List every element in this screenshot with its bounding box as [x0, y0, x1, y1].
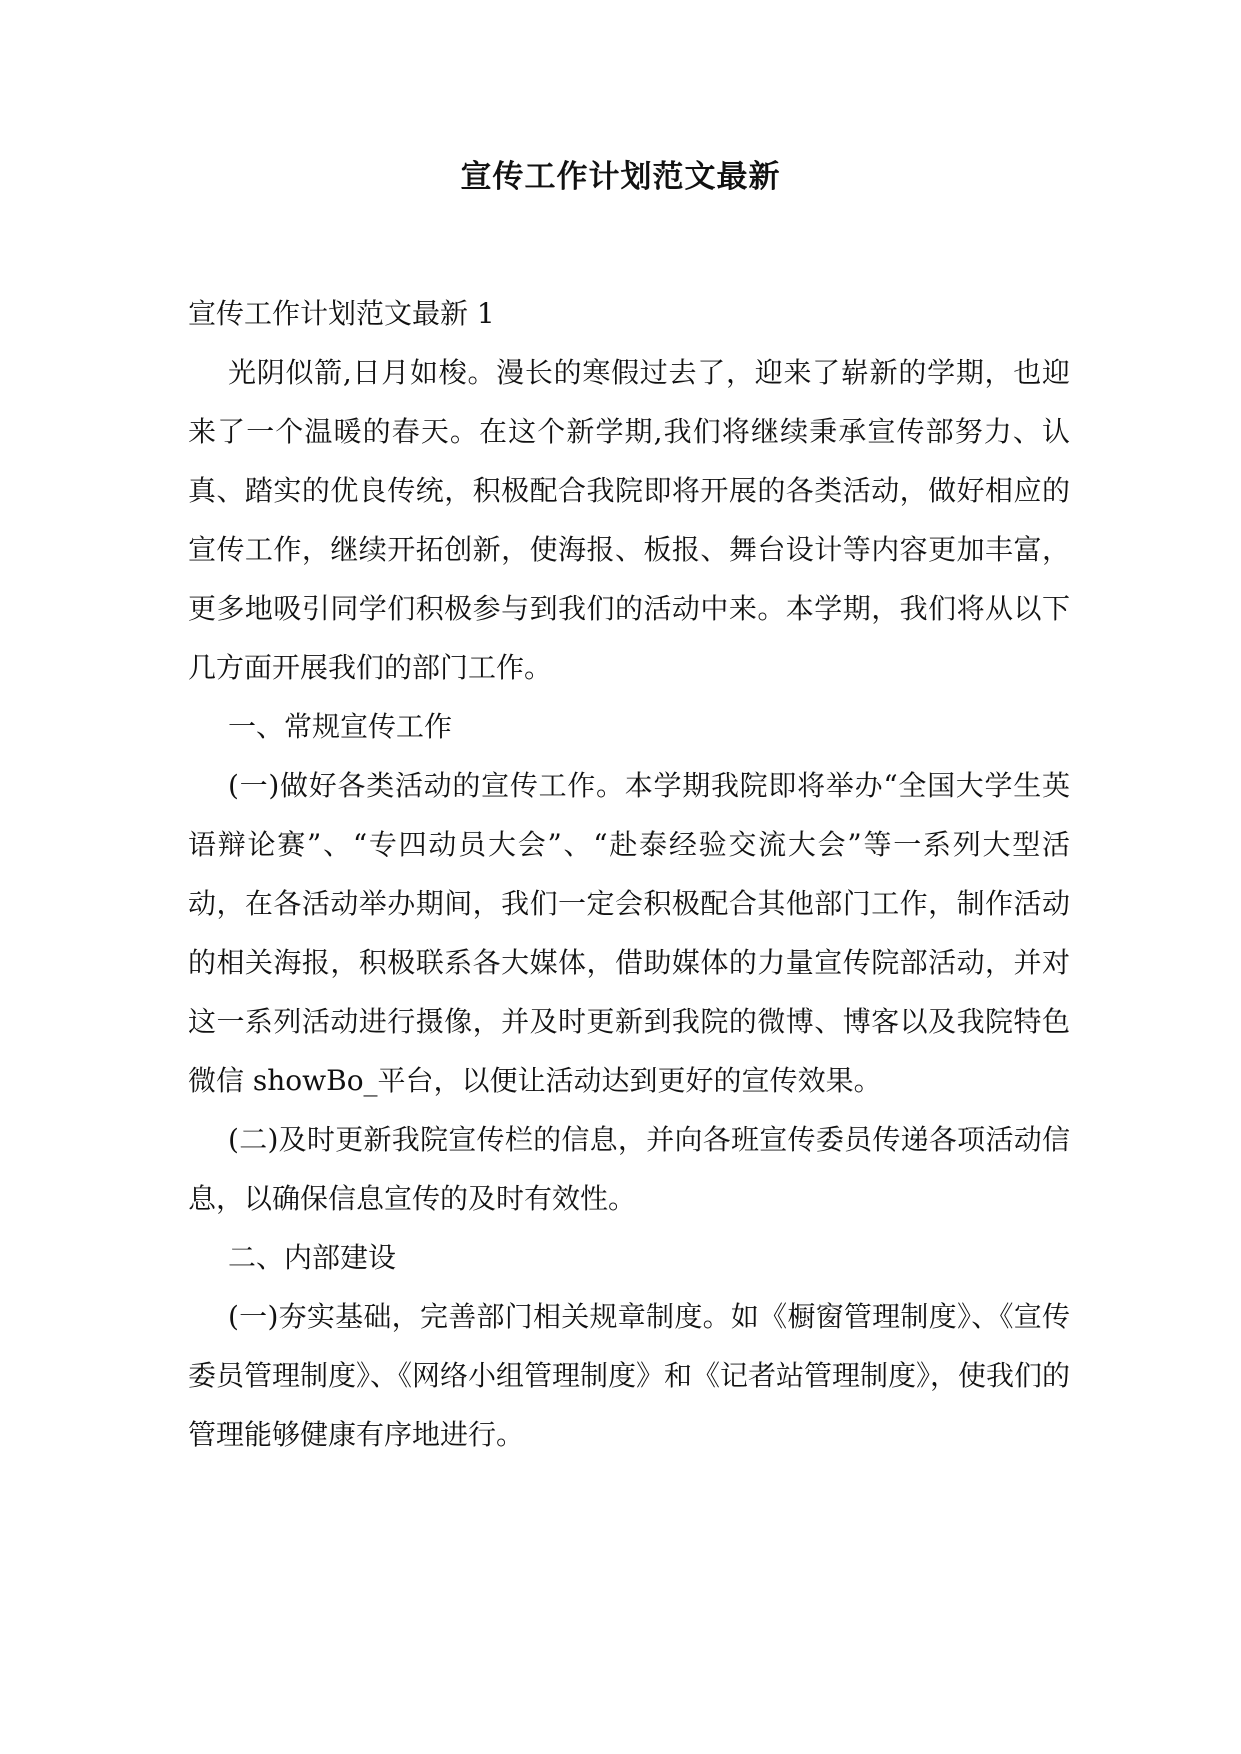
paragraph-intro: 光阴似箭,日月如梭。漫长的寒假过去了，迎来了崭新的学期，也迎来了一个温暖的春天。在这个新学期,我们将继续秉承宣传部努力、认真、踏实的优良传统，积极配合我院即将开展的各类活动，做好相应的宣传工作，继续开拓创新，使海报、板报、舞台设计等内容更加丰富，更多地吸引同学们积极参与到我们的活动中来。本学期，我们将从以下几方面开展我们的部门工作。 [188, 356, 1070, 684]
heading-internal-construction: 二、内部建设 [228, 1241, 397, 1274]
paragraph-regulations: (一)夯实基础，完善部门相关规章制度。如《橱窗管理制度》、《宣传委员管理制度》、《网络小组管理制度》和《记者站管理制度》，使我们的管理能够健康有序地进行。 [188, 1300, 1071, 1451]
document-body [188, 284, 1070, 1464]
paragraph-activity-publicity: (一)做好各类活动的宣传工作。本学期我院即将举办“全国大学生英语辩论赛”、“专四动员大会”、“赴泰经验交流大会”等一系列大型活动，在各活动举办期间，我们一定会积极配合其他部门工作，制作活动的相关海报，积极联系各大媒体，借助媒体的力量宣传院部活动，并对这一系列活动进行摄像，并及时更新到我院的微博、博客以及我院特色微信 showBo_平台，以便让活动达到更好的宣传效果。 [188, 769, 1070, 1097]
paragraph-bulletin-update: (二)及时更新我院宣传栏的信息，并向各班宣传委员传递各项活动信息，以确保信息宣传的及时有效性。 [188, 1123, 1070, 1215]
document-title: 宣传工作计划范文最新 [460, 159, 781, 195]
heading-routine-publicity: 一、常规宣传工作 [228, 710, 453, 743]
section-subtitle: 宣传工作计划范文最新 1 [188, 297, 495, 330]
